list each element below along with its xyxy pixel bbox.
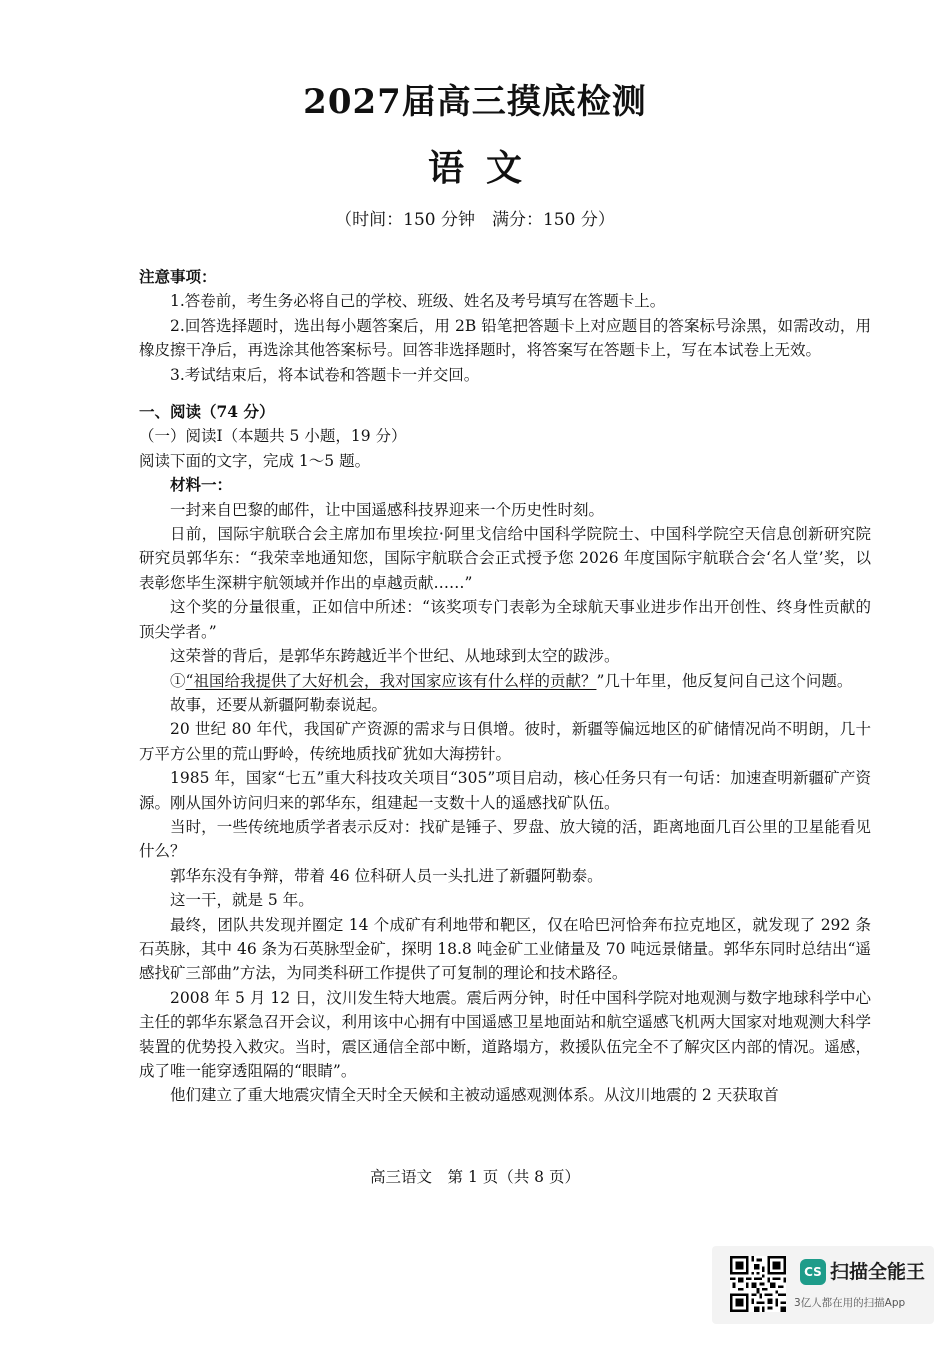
passage-paragraph: 这一干，就是 5 年。 [170, 891, 314, 910]
passage-paragraph-marked [139, 669, 871, 693]
passage-paragraph: 这荣誉的背后，是郭华东跨越近半个世纪、从地球到太空的跋涉。 [170, 647, 620, 666]
sentence-rest: ”几十年里，他反复问自己这个问题。 [596, 671, 853, 690]
passage-paragraph: 这个奖的分量很重，正如信中所述：“该奖项专门表彰为全球航天事业进步作出开创性、终身性贡献的顶尖学者。” [139, 598, 871, 641]
passage-paragraph: 1985 年，国家“七五”重大科技攻关项目“305”项目启动，核心任务只有一句话：加速查明新疆矿产资源。刚从国外访问归来的郭华东，组建起一支数十人的遥感找矿队伍。 [139, 769, 871, 812]
passage-paragraph: 2008 年 5 月 12 日，汶川发生特大地震。震后两分钟，时任中国科学院对地观测与数字地球科学中心主任的郭华东紧急召开会议，利用该中心拥有中国遥感卫星地面站和航空遥感飞机两大国家对地观测大科学装置的优势投入救灾。当时，震区通信全部中断，道路塌方，救援队伍完全不了解灾区内部的情况。遥感，成了唯一能穿透阻隔的“眼睛”。 [139, 988, 871, 1080]
subject-title: 语文 [427, 147, 544, 189]
note-item: 1.答卷前，考生务必将自己的学校、班级、姓名及考号填写在答题卡上。 [170, 292, 666, 311]
exam-body [139, 265, 871, 1108]
page-footer: 高三语文 第 1 页（共 8 页） [370, 1168, 580, 1186]
passage-paragraph: 一封来自巴黎的邮件，让中国遥感科技界迎来一个历史性时刻。 [170, 500, 605, 519]
passage-paragraph: 20 世纪 80 年代，我国矿产资源的需求与日俱增。彼时，新疆等偏远地区的矿储情况尚不明朗，几十万平方公里的荒山野岭，传统地质找矿犹如大海捞针。 [139, 720, 871, 763]
camscanner-logo-icon: CS [800, 1259, 826, 1285]
passage-paragraph: 日前，国际宇航联合会主席加布里埃拉·阿里戈信给中国科学院院士、中国科学院空天信息创新研究院研究员郭华东：“我荣幸地通知您，国际宇航联合会正式授予您 2026 年度国际宇航联合会‘名人堂’奖，以表彰您毕生深耕宇航领域并作出的卓越贡献……” [139, 525, 871, 592]
reading-instruction: 阅读下面的文字，完成 1～5 题。 [139, 451, 371, 470]
underlined-sentence: “祖国给我提供了大好机会，我对国家应该有什么样的贡献？ [185, 671, 597, 690]
exam-title: 2027届高三摸底检测 [303, 82, 647, 122]
passage-paragraph: 郭华东没有争辩，带着 46 位科研人员一头扎进了新疆阿勒泰。 [170, 866, 603, 885]
scanner-app-name: 扫描全能王 [830, 1261, 926, 1283]
material-label: 材料一： [170, 475, 233, 495]
passage-paragraph: 他们建立了重大地震灾情全天时全天候和主被动遥感观测体系。从汶川地震的 2 天获取首 [170, 1086, 779, 1105]
scanner-tagline: 3亿人都在用的扫描App [794, 1297, 906, 1309]
section-heading: 一、阅读（74 分） [139, 402, 275, 422]
sub-section-heading: （一）阅读Ⅰ（本题共 5 小题，19 分） [139, 427, 407, 446]
passage-paragraph: 最终，团队共发现并圈定 14 个成矿有利地带和靶区，仅在哈巴河恰奔布拉克地区，就发现了 292 条石英脉，其中 46 条为石英脉型金矿，探明 18.8 吨金矿工业储量及 70 吨远景储量。郭华东同时总结出“遥感找矿三部曲”方法，为同类科研工作提供了可复制的理论和技术路径。 [139, 915, 871, 983]
passage-paragraph: 故事，还要从新疆阿勒泰说起。 [170, 695, 388, 714]
note-item: 3.考试结束后，将本试卷和答题卡一并交回。 [170, 365, 480, 384]
note-item: 2.回答选择题时，选出每小题答案后，用 2B 铅笔把答题卡上对应题目的答案标号涂黑，如需改动，用橡皮擦干净后，再选涂其他答案标号。回答非选择题时，将答案写在答题卡上，写在本试卷上无效。 [139, 316, 871, 360]
qr-code-icon [730, 1256, 786, 1312]
scanner-watermark-badge [712, 1246, 934, 1324]
notes-heading: 注意事项： [139, 267, 217, 286]
passage-paragraph: 当时，一些传统地质学者表示反对：找矿是锤子、罗盘、放大镜的活，距离地面几百公里的卫星能看见什么？ [139, 817, 871, 861]
exam-meta: （时间：150 分钟 满分：150 分） [335, 210, 615, 230]
sentence-marker: ① [170, 671, 186, 690]
